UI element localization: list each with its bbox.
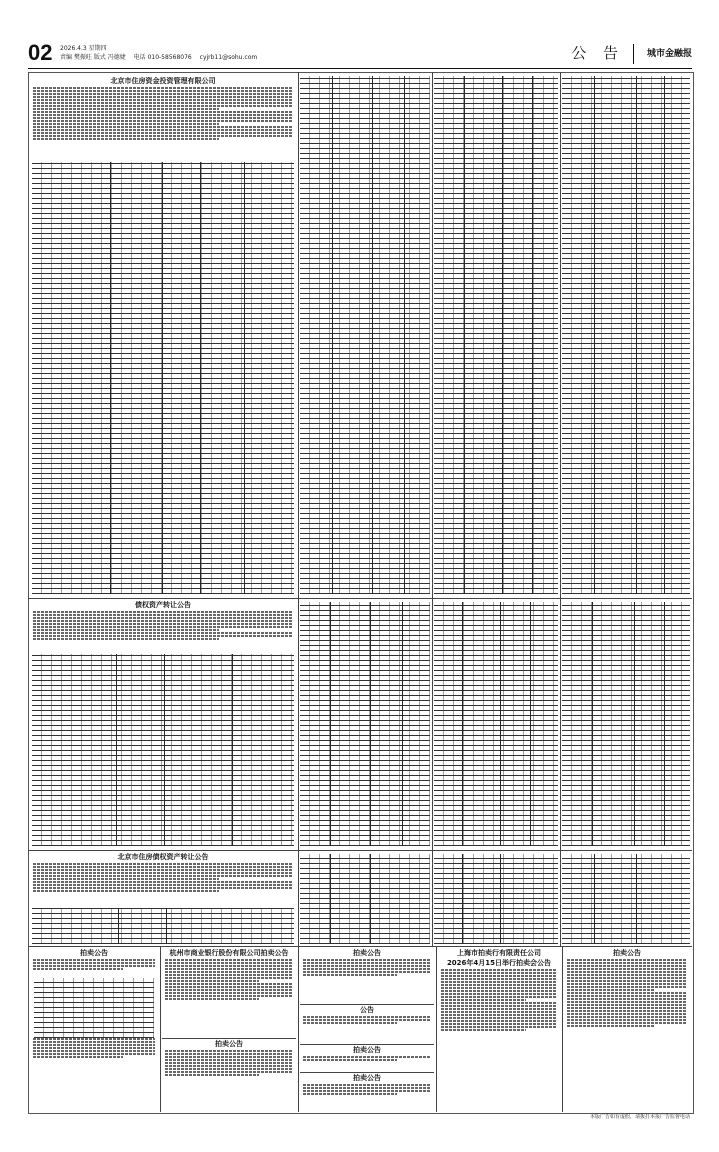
masthead: [28, 40, 692, 69]
column-divider: [562, 946, 563, 1112]
auction-notice: [162, 1038, 296, 1111]
asset-table: [32, 908, 294, 944]
section-divider: [28, 946, 692, 947]
asset-table: [562, 602, 690, 846]
column-divider: [298, 946, 299, 1112]
section-divider: [28, 850, 692, 851]
auction-notice: [300, 948, 434, 1002]
auction-notice: [30, 948, 158, 1110]
masthead-meta: [60, 44, 263, 62]
asset-table: [562, 76, 690, 594]
asset-table: [300, 602, 430, 846]
asset-table: [300, 76, 430, 594]
column-divider: [160, 946, 161, 1112]
column-divider: [432, 72, 433, 946]
auction-notice: [162, 948, 296, 1036]
column-divider: [560, 72, 561, 946]
column-divider: [298, 72, 299, 946]
notice-title: 拍卖公告: [80, 949, 108, 957]
asset-table: [434, 854, 558, 944]
auction-notice: [300, 1044, 434, 1071]
asset-table: [562, 854, 690, 944]
asset-table: [32, 162, 294, 594]
page-number: 02: [28, 40, 53, 65]
lot-table: [34, 978, 154, 1038]
notice-subtitle: 2026年4月15日举行拍卖会公告: [446, 959, 552, 967]
auction-notice: [564, 948, 690, 1110]
masthead-divider: [633, 44, 635, 64]
column-divider: [436, 946, 437, 1112]
notice-title: 拍卖公告: [353, 1046, 381, 1054]
notice-title: 北京市住房债权资产转让公告: [117, 853, 209, 861]
auction-notice: [438, 948, 560, 1110]
asset-table: [32, 654, 294, 846]
notice-title: 杭州市商业银行股份有限公司拍卖公告: [169, 949, 289, 957]
notice-title: 债权资产转让公告: [135, 601, 191, 609]
notice-title: 拍卖公告: [353, 1074, 381, 1082]
notice-intro: [30, 852, 296, 906]
issue-date: 2026.4.3 星期四: [60, 45, 107, 52]
asset-table: [434, 602, 558, 846]
footer-note: 本版广告如有虚假，请拨打本报广告监督电话: [589, 1114, 690, 1120]
contact-email: cyjrb11@sohu.com: [199, 54, 258, 61]
paper-name: 城市金融报: [646, 49, 692, 59]
notice-title: 拍卖公告: [613, 949, 641, 957]
contact-phone: 电话 010-58568076: [133, 54, 192, 61]
section-divider: [28, 598, 692, 599]
notice-title: 公告: [360, 1006, 374, 1014]
asset-table: [300, 854, 430, 944]
asset-table: [434, 76, 558, 594]
section-title: 公 告: [571, 44, 624, 62]
auction-notice: [300, 1004, 434, 1043]
editor-credits: 责编 樊振旺 版式 冯德婕: [60, 54, 126, 61]
page-footer: [28, 1112, 692, 1122]
notice-title: 北京市住房资金投资管理有限公司: [110, 77, 216, 85]
notice-title: 上海市拍卖行有限责任公司: [457, 949, 541, 957]
notice-intro: [30, 600, 296, 652]
notice-title: 拍卖公告: [215, 1040, 243, 1048]
notice-title: 拍卖公告: [353, 949, 381, 957]
auction-notice: [300, 1072, 434, 1111]
notice-intro: [30, 76, 296, 160]
